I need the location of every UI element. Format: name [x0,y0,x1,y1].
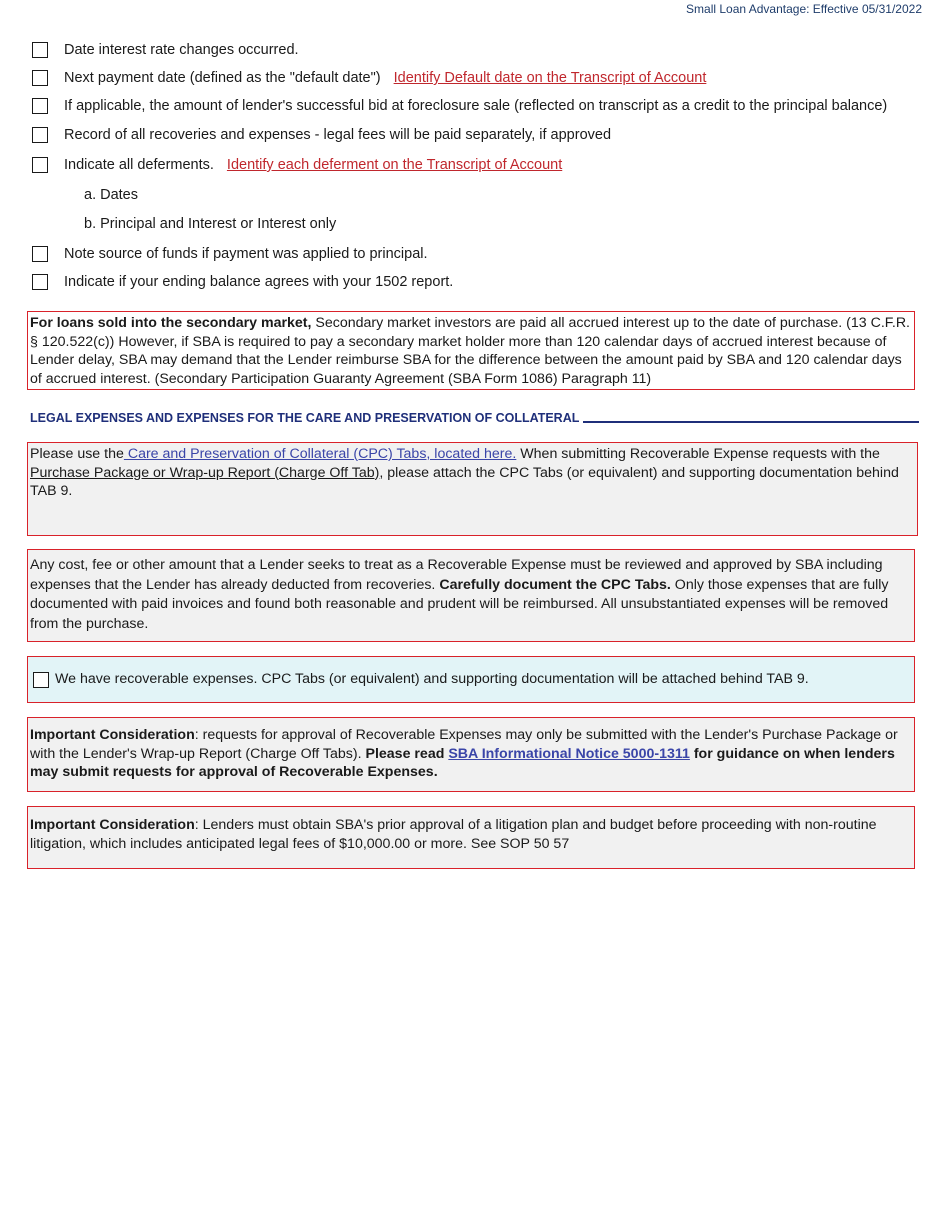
recoverable-expense-box [27,549,915,642]
secondary-market-box [27,311,915,390]
checkbox[interactable] [32,42,48,58]
checklist-item-foreclosure-bid [32,98,887,114]
cpc-box [27,442,918,536]
checklist-label: Indicate if your ending balance agrees with your 1502 report. [64,274,454,290]
purchase-package-text: Purchase Package or Wrap-up Report (Charge Off Tab) [30,464,380,481]
checkbox[interactable] [32,274,48,290]
important-consideration-box-2 [27,806,915,869]
checklist-item-recoveries [32,127,611,143]
checkbox[interactable] [32,246,48,262]
header-effective-date: Small Loan Advantage: Effective 05/31/2022 [686,2,922,16]
consideration-text: : Lenders must obtain SBA's prior approval of a litigation plan and budget before proceeding with non-routine litigation, which includes anticipated legal fees of $10,000.00 or more. See SOP 50 57 [30,817,877,852]
section-header [30,411,919,425]
expense-bold: Carefully document the CPC Tabs. [439,576,671,593]
expense-text-2: Only those expenses that are fully documented with paid invoices and found both reasonable and prudent will be reimbursed. All unsubstantiated expenses will be removed from the purchase. [30,576,889,632]
guidance-bold: for guidance on when lenders may submit requests for approval of Recoverable Expenses. [30,745,895,780]
consideration-bold: Important Consideration [30,817,195,833]
checklist-item-ending-balance [32,274,453,290]
important-consideration-box-1 [27,717,915,792]
secondary-bold: For loans sold into the secondary market, [30,315,312,331]
default-date-note: Identify Default date on the Transcript of Account [393,70,707,86]
cpc-mid: When submitting Recoverable Expense requests with the [516,446,880,462]
recoverable-expenses-checkbox-box [27,656,915,703]
sub-item-dates: a. Dates [84,187,138,203]
checklist-item-deferments [32,157,562,173]
section-title: LEGAL EXPENSES AND EXPENSES FOR THE CARE AND PRESERVATION OF COLLATERAL [30,411,580,425]
cpc-post: , please attach the CPC Tabs (or equivalent) and supporting documentation behind TAB 9. [30,464,899,499]
checklist-label: If applicable, the amount of lender's successful bid at foreclosure sale (reflected on transcript as a credit to the principal balance) [64,98,888,114]
checklist-label: Indicate all deferments. [64,157,214,173]
checklist-label: Record of all recoveries and expenses - legal fees will be paid separately, if approved [64,127,612,143]
checklist-label: Next payment date (defined as the "default date") [64,70,381,86]
secondary-text: Secondary market investors are paid all accrued interest up to the date of purchase. (13 C.F.R. § 120.522(c)) However, if SBA is required to pay a secondary market holder more than 120 calendar days of accrued interest because of Lender delay, SBA may demand that the Lender reimburse SBA for the difference between the amount paid by SBA and 120 calendar days of accrued interest. (Secondary Participation Guaranty Agreement (SBA Form 1086) Paragraph 11) [30,315,911,387]
sba-notice-link[interactable]: SBA Informational Notice 5000-1311 [448,745,690,762]
deferment-note: Identify each deferment on the Transcript of Account [226,157,563,173]
checklist-label: Note source of funds if payment was applied to principal. [64,246,428,262]
checklist-item-interest-rate [32,42,299,58]
checklist-item-source-funds [32,246,428,262]
checkbox[interactable] [32,98,48,114]
cpc-tabs-link[interactable]: Care and Preservation of Collateral (CPC) Tabs, located here. [123,446,517,462]
cpc-pre: Please use the [30,446,124,462]
consideration-bold: Important Consideration [30,727,195,743]
checkbox[interactable] [32,70,48,86]
expense-text-1: Any cost, fee or other amount that a Lender seeks to treat as a Recoverable Expense must be reviewed and approved by SBA including expenses that the Lender has already deducted from recoveries. [30,557,883,593]
please-read-bold: Please read [365,745,449,762]
recoverable-expenses-checkbox[interactable] [33,672,49,688]
section-rule [583,421,919,423]
recoverable-expenses-label: We have recoverable expenses. CPC Tabs (or equivalent) and supporting documentation will be attached behind TAB 9. [55,671,809,688]
checklist-item-next-payment [32,70,706,86]
checkbox[interactable] [32,127,48,143]
checklist-label: Date interest rate changes occurred. [64,42,299,58]
checkbox[interactable] [32,157,48,173]
sub-item-principal: b. Principal and Interest or Interest only [84,216,337,232]
consideration-text: : requests for approval of Recoverable Expenses may only be submitted with the Lender's Purchase Package or with the Lender's Wrap-up Report (Charge Off Tabs). [30,727,898,762]
